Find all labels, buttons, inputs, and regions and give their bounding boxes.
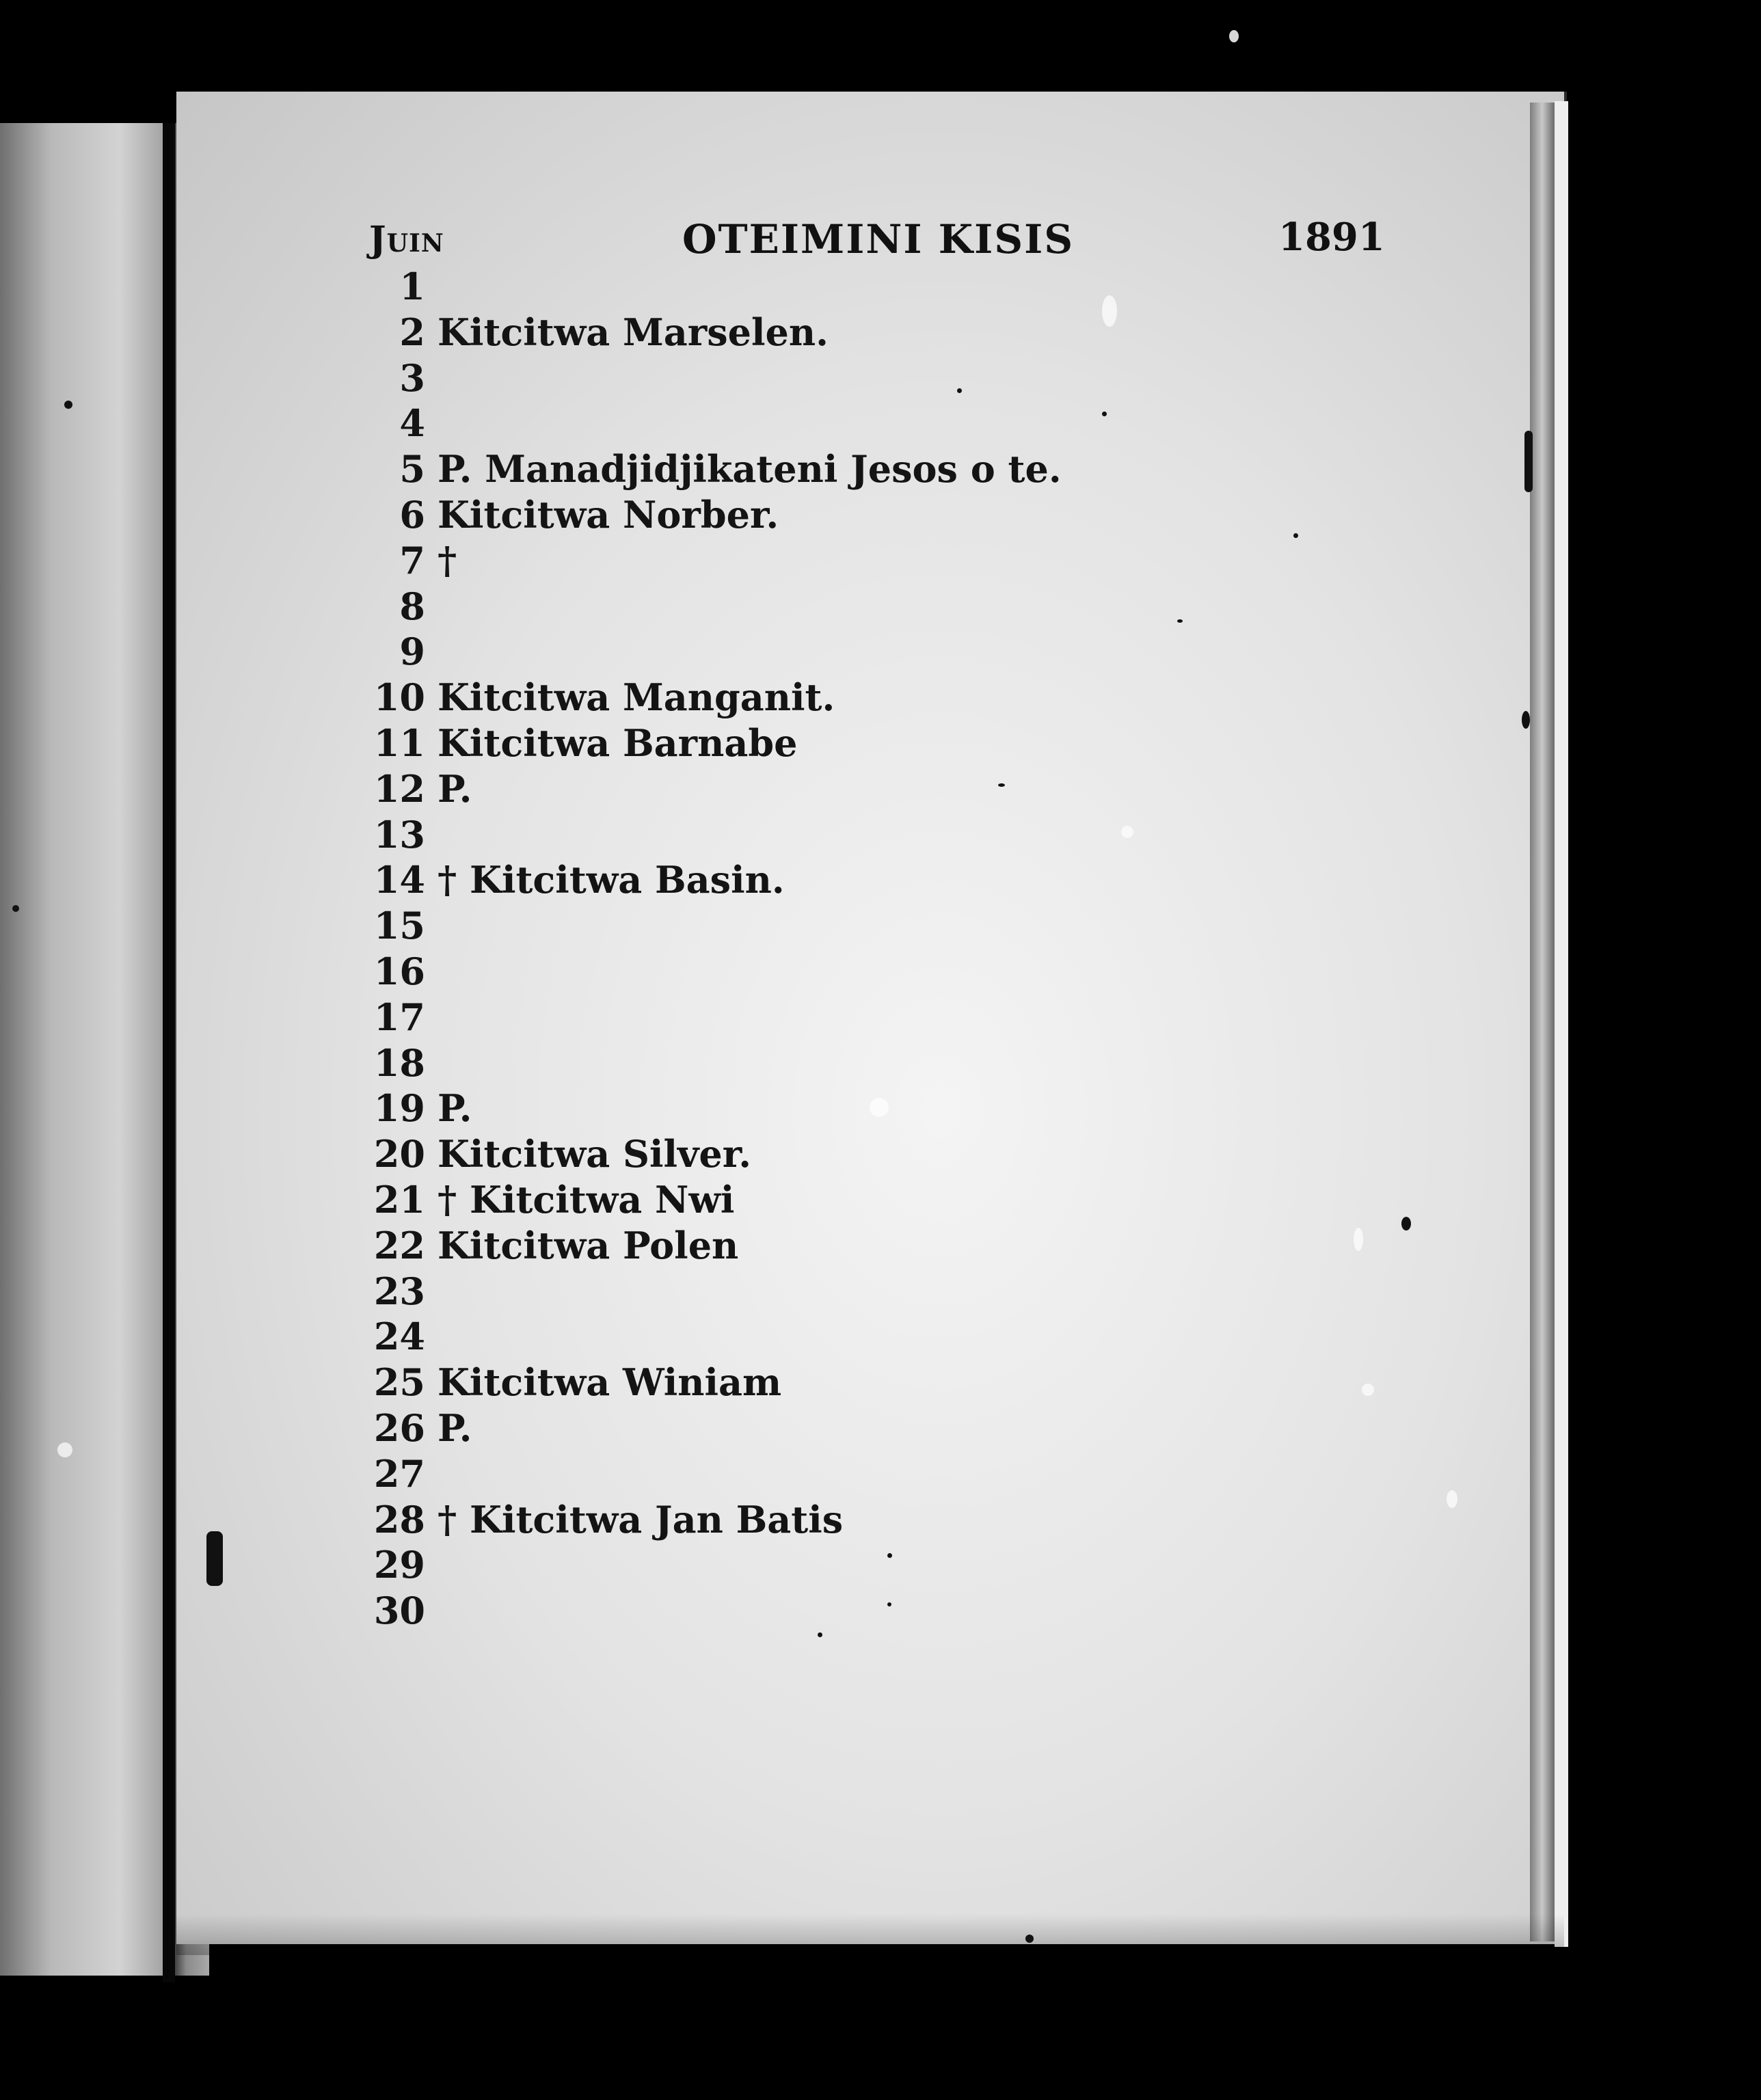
day-number: 29 — [373, 1543, 425, 1587]
day-number: 24 — [373, 1315, 425, 1359]
day-entry: † Kitcitwa Basin. — [438, 858, 785, 902]
day-row — [369, 721, 1326, 766]
speck — [1025, 1935, 1034, 1943]
day-number: 23 — [373, 1269, 425, 1313]
page-header — [369, 212, 1395, 267]
page-edge-light — [1555, 101, 1568, 1947]
speck — [1401, 1217, 1411, 1230]
day-entry: Kitcitwa Silver. — [438, 1132, 752, 1176]
day-number: 3 — [399, 355, 425, 400]
day-row — [369, 1223, 1326, 1269]
day-row — [369, 1177, 1326, 1223]
header-year: 1891 — [1278, 215, 1385, 260]
day-number: 14 — [373, 858, 425, 902]
bottom-shadow — [176, 1914, 1564, 1955]
day-row — [369, 1405, 1326, 1451]
page-edge — [1530, 103, 1555, 1941]
speck — [64, 401, 72, 409]
speck — [1522, 711, 1530, 729]
day-entry: Kitcitwa Winiam — [438, 1360, 782, 1405]
day-row — [369, 492, 1326, 538]
day-entry: P. Manadjidjikateni Jesos o te. — [438, 447, 1062, 492]
day-number: 10 — [373, 675, 425, 720]
day-number: 17 — [373, 995, 425, 1039]
day-number: 18 — [373, 1040, 425, 1085]
day-number: 19 — [373, 1086, 425, 1131]
day-row — [369, 355, 1326, 401]
day-row — [369, 310, 1326, 355]
speck — [12, 905, 19, 912]
day-number: 6 — [399, 492, 425, 537]
binding-gutter — [163, 123, 175, 1982]
day-row — [369, 995, 1326, 1040]
day-entry: † — [438, 538, 457, 582]
day-entry: P. — [438, 1405, 472, 1450]
day-number: 20 — [373, 1132, 425, 1176]
speck — [57, 1442, 72, 1457]
day-row — [369, 401, 1326, 446]
day-number: 15 — [373, 904, 425, 948]
day-number: 27 — [373, 1451, 425, 1496]
day-row — [369, 1360, 1326, 1405]
day-number: 16 — [373, 949, 425, 993]
day-number: 22 — [373, 1223, 425, 1267]
day-number: 13 — [373, 812, 425, 857]
day-row — [369, 1314, 1326, 1360]
day-number: 1 — [399, 265, 425, 308]
day-number: 5 — [399, 447, 425, 492]
speck — [206, 1531, 223, 1586]
day-entry: Kitcitwa Polen — [438, 1223, 739, 1267]
day-row — [369, 857, 1326, 903]
header-title: OTEIMINI KISIS — [682, 216, 1075, 262]
header-month: Juin — [369, 219, 444, 260]
day-row — [369, 949, 1326, 995]
day-number: 7 — [399, 538, 425, 582]
day-row — [369, 1542, 1326, 1588]
day-number: 25 — [373, 1360, 425, 1405]
day-entry: Kitcitwa Manganit. — [438, 675, 835, 720]
day-number: 26 — [373, 1405, 425, 1450]
day-row — [369, 1269, 1326, 1315]
speck — [1524, 431, 1533, 492]
day-number: 12 — [373, 766, 425, 811]
day-row — [369, 903, 1326, 949]
day-number: 11 — [373, 721, 425, 765]
left-page — [0, 123, 171, 1976]
day-row — [369, 584, 1326, 630]
day-row — [369, 1086, 1326, 1131]
day-row — [369, 538, 1326, 584]
day-number: 2 — [399, 310, 425, 354]
day-row — [369, 1040, 1326, 1086]
day-row — [369, 812, 1326, 858]
day-row — [369, 675, 1326, 721]
day-entry: P. — [438, 766, 472, 811]
day-entry: † Kitcitwa Jan Batis — [438, 1497, 844, 1542]
day-number: 28 — [373, 1497, 425, 1542]
day-number: 30 — [373, 1589, 425, 1633]
day-row — [369, 1451, 1326, 1497]
speck — [1229, 30, 1239, 42]
day-row — [369, 446, 1326, 492]
day-number: 4 — [399, 401, 425, 446]
day-entry: Kitcitwa Barnabe — [438, 721, 798, 765]
speck — [1354, 1228, 1363, 1251]
speck — [1362, 1384, 1374, 1396]
day-number: 8 — [399, 584, 425, 628]
day-row — [369, 264, 1326, 310]
day-entry: Kitcitwa Marselen. — [438, 310, 829, 354]
day-entry: † Kitcitwa Nwi — [438, 1177, 735, 1222]
day-entry: P. — [438, 1086, 472, 1131]
day-row — [369, 766, 1326, 812]
day-row — [369, 629, 1326, 675]
speck — [1447, 1490, 1457, 1508]
day-row — [369, 1588, 1326, 1634]
day-row — [369, 1131, 1326, 1177]
day-number: 9 — [399, 630, 425, 674]
day-entry: Kitcitwa Norber. — [438, 492, 779, 537]
day-number: 21 — [373, 1177, 425, 1222]
calendar-list — [369, 264, 1326, 1634]
day-row — [369, 1497, 1326, 1543]
